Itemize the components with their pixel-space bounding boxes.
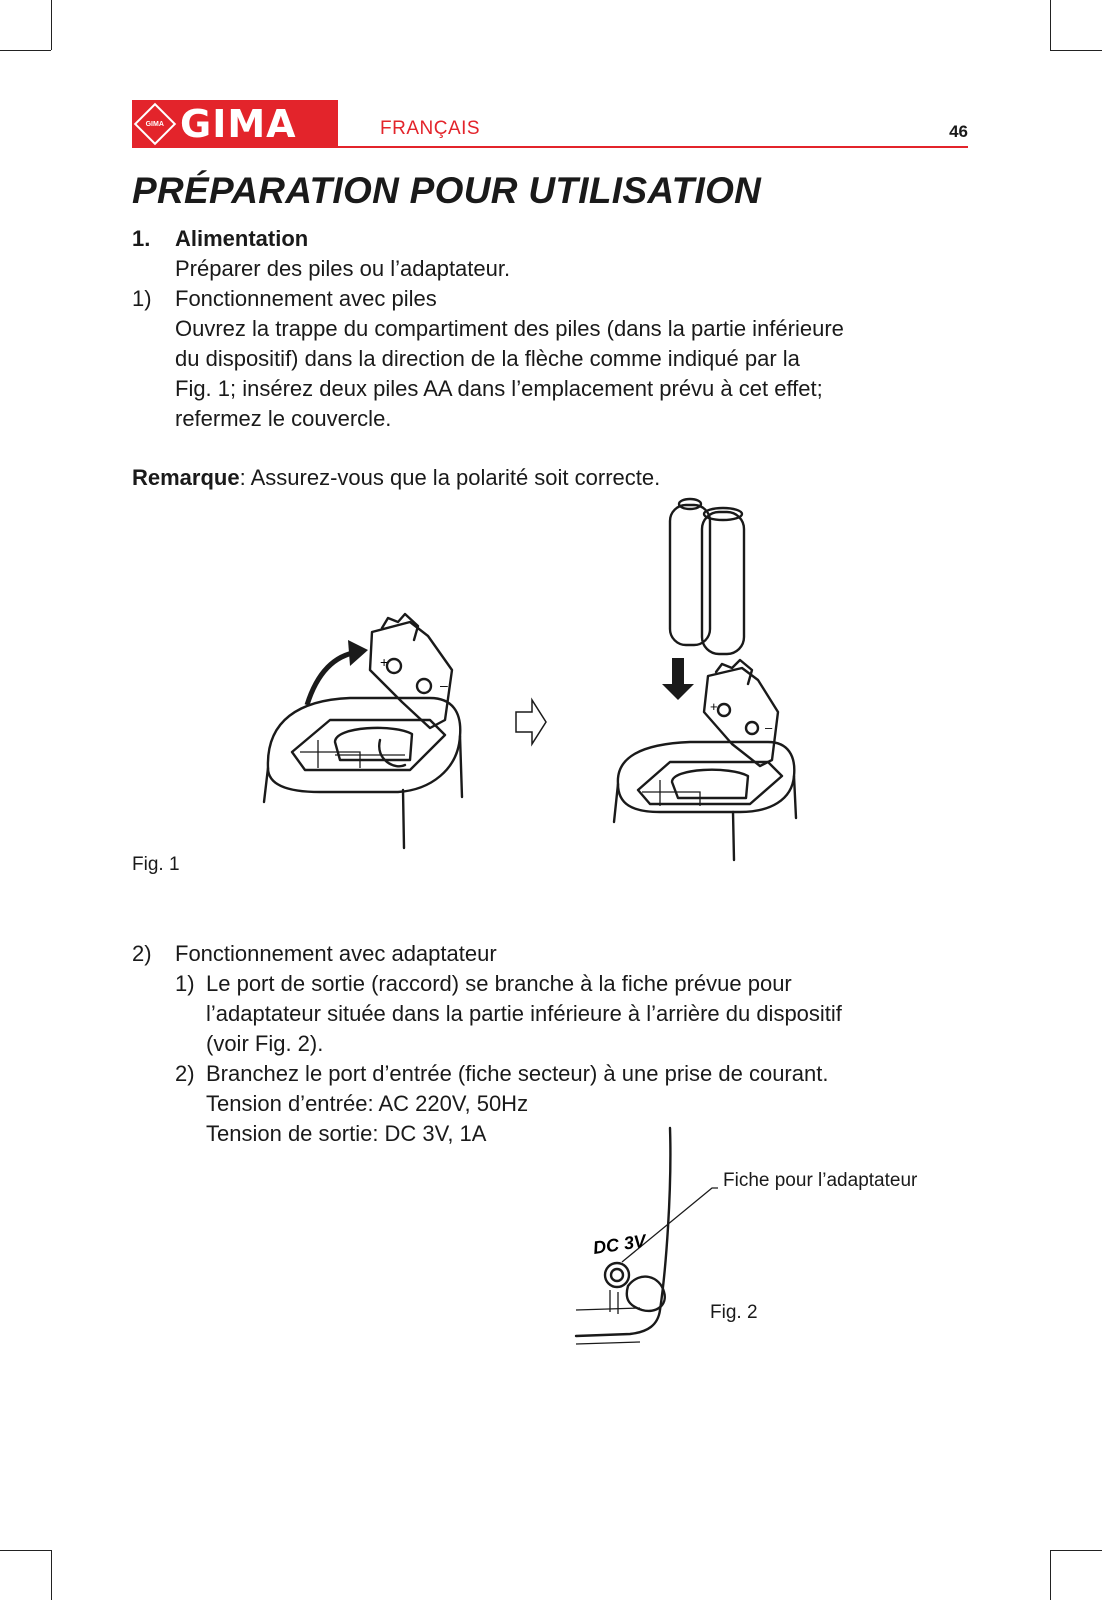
figure-1-caption: Fig. 1 [132,854,180,875]
minus-symbol: – [440,677,448,693]
port-label: DC 3V [591,1230,648,1258]
item1-line: du dispositif) dans la direction de la flèche comme indiqué par la [175,346,800,371]
page-title: PRÉPARATION POUR UTILISATION [132,170,762,211]
figure-2-caption: Fig. 2 [710,1302,758,1323]
brand-name: GIMA [180,102,297,146]
item1-line: refermez le couvercle. [175,406,392,431]
item1-marker: 1) [132,286,152,311]
language-label: FRANÇAIS [380,118,481,139]
page-number: 46 [949,122,968,141]
adapter-plug-callout: Fiche pour l’adaptateur [723,1170,918,1191]
item2-sub1-line: l’adaptateur située dans la partie inférieure à l’arrière du dispositif [206,1001,842,1026]
item2-sub2-line: Tension d’entrée: AC 220V, 50Hz [206,1091,529,1116]
item1-line: Ouvrez la trappe du compartiment des piles (dans la partie inférieure [175,316,844,341]
item2-marker: 2) [132,941,152,966]
section-number: 1. [132,226,151,251]
minus-symbol: – [765,720,773,735]
gima-emblem-icon: GIMA [134,103,176,145]
item1-line: Fig. 1; insérez deux piles AA dans l’emplacement prévu à cet effet; [175,376,823,401]
item2-sub2-line: Branchez le port d’entrée (fiche secteur) à une prise de courant. [206,1061,829,1086]
item2-sub1-marker: 1) [175,971,195,996]
section-intro: Préparer des piles ou l’adaptateur. [175,256,511,281]
item2-sub1-line: Le port de sortie (raccord) se branche à la fiche prévue pour [206,971,792,996]
note-text: : Assurez-vous que la polarité soit correcte. [239,465,661,490]
item1-heading: Fonctionnement avec piles [175,286,437,311]
note-label: Remarque [132,465,240,490]
item2-heading: Fonctionnement avec adaptateur [175,941,497,966]
section-heading: Alimentation [175,226,309,251]
item2-sub2-marker: 2) [175,1061,195,1086]
plus-symbol: + [710,699,718,714]
item2-sub2-line: Tension de sortie: DC 3V, 1A [206,1121,487,1146]
item2-sub1-line: (voir Fig. 2). [206,1031,324,1056]
plus-symbol: + [380,654,389,670]
